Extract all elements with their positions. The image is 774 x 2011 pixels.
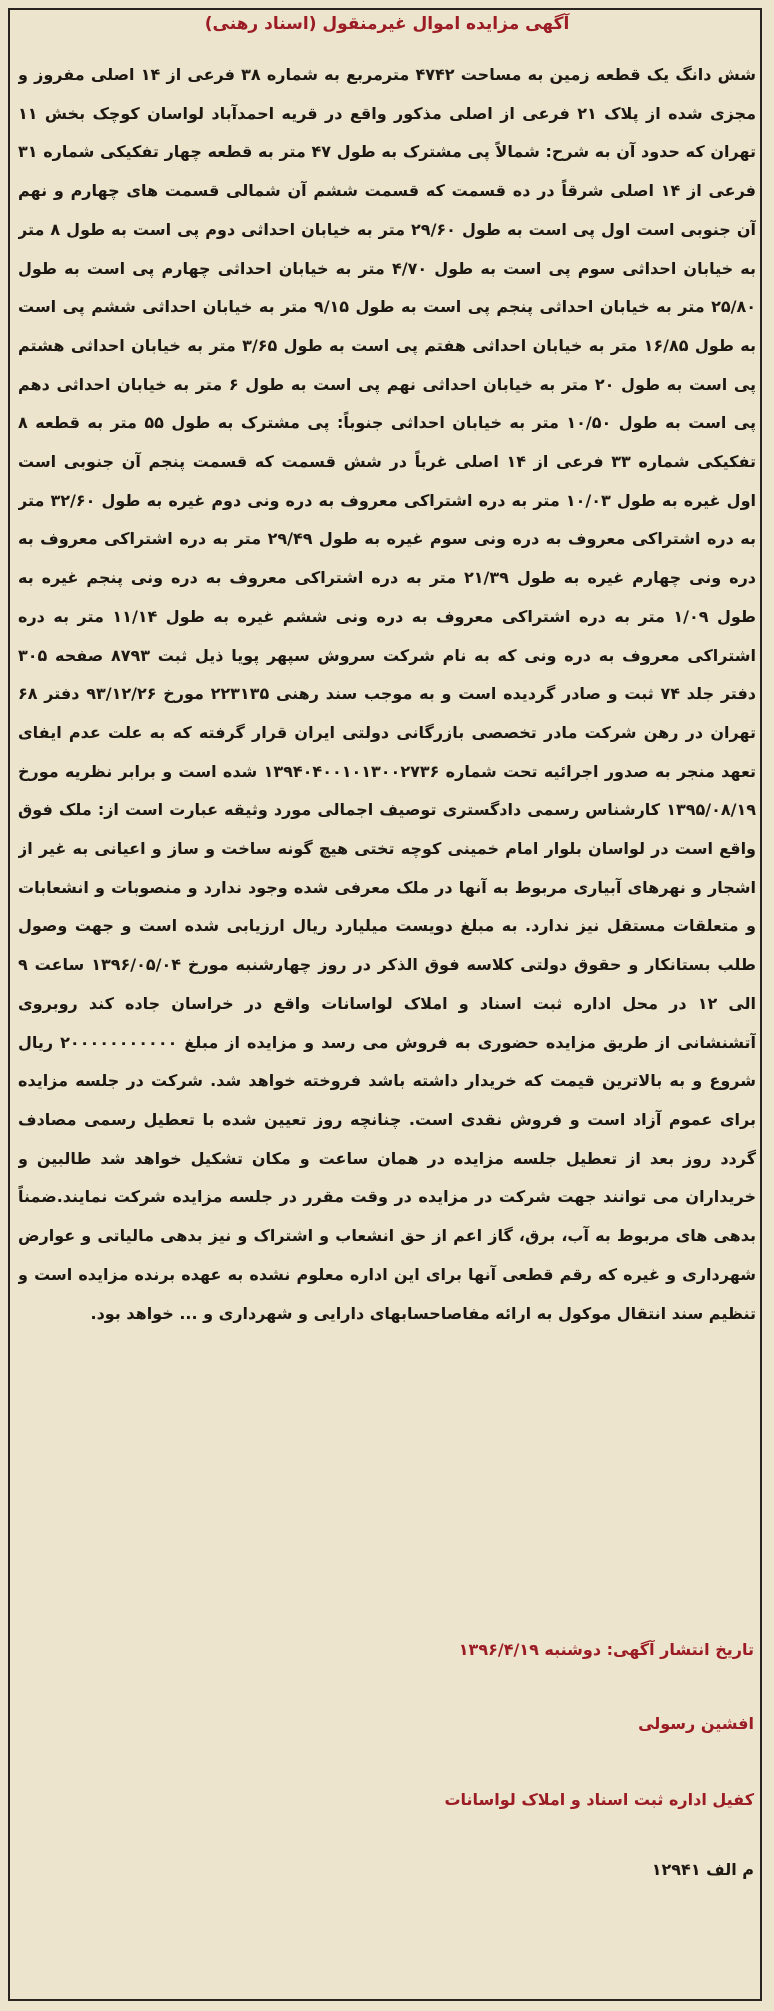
notice-code: م الف ۱۲۹۴۱ <box>651 1860 754 1879</box>
signatory-office: کفیل اداره ثبت اسناد و املاک لواسانات <box>444 1790 754 1809</box>
notice-body: شش دانگ یک قطعه زمین به مساحت ۴۷۴۲ مترمربع به شماره ۳۸ فرعی از ۱۴ اصلی مفروز و مجزی شده از پلاک ۲۱ فرعی از اصلی مذکور واقع در قریه احمدآباد لواسان کوچک بخش ۱۱ تهران که حدود آن به شرح: شمالاً پی مشترک به طول ۴۷ متر به قطعه چهار تفکیکی شماره ۳۱ فرعی از ۱۴ اصلی شرقاً در ده قسمت که قسمت ششم آن شمالی قسمت های چهارم و نهم آن جنوبی است اول پی است به طول ۲۹/۶۰ متر به خیابان احداثی دوم پی است به طول ۸ متر به خیابان احداثی سوم پی است به طول ۴/۷۰ متر به خیابان احداثی چهارم پی است به طول ۲۵/۸۰ متر به خیابان احداثی پنجم پی است به طول ۹/۱۵ متر به خیابان احداثی ششم پی است به طول ۱۶/۸۵ متر به خیابان احداثی هفتم پی است به طول ۳/۶۵ متر به خیابان احداثی هشتم پی است به طول ۲۰ متر به خیابان احداثی نهم پی است به طول ۶ متر به خیابان احداثی دهم پی است به طول ۱۰/۵۰ متر به خیابان احداثی جنوباً: پی مشترک به طول ۵۵ متر به قطعه ۸ تفکیکی شماره ۳۳ فرعی از ۱۴ اصلی غرباً در شش قسمت که قسمت پنجم آن جنوبی است اول غیره به طول ۱۰/۰۳ متر به دره اشتراکی معروف به دره ونی دوم غیره به طول ۳۲/۶۰ متر به دره اشتراکی معروف به دره ونی سوم غیره به طول ۲۹/۴۹ متر به دره اشتراکی معروف به دره ونی چهارم غیره به طول ۲۱/۳۹ متر به دره اشتراکی معروف به دره ونی پنجم غیره به طول ۱/۰۹ متر به دره اشتراکی معروف به دره ونی ششم غیره به طول ۱۱/۱۴ متر به دره اشتراکی معروف به دره ونی که به نام شرکت سروش سپهر پویا ذیل ثبت ۸۷۹۳ صفحه ۳۰۵ دفتر جلد ۷۴ ثبت و صادر گردیده است و به موجب سند رهنی ۲۲۳۱۳۵ مورخ ۹۳/۱۲/۲۶ دفتر ۶۸ تهران در رهن شرکت مادر تخصصی بازرگانی دولتی ایران قرار گرفته که به علت عدم ایفای تعهد منجر به صدور اجرائیه تحت شماره ۱۳۹۴۰۴۰۰۱۰۱۳۰۰۲۷۳۶ شده است و برابر نظریه مورخ ۱۳۹۵/۰۸/۱۹ کارشناس رسمی دادگستری توصیف اجمالی مورد وثیقه عبارت است از: ملک فوق واقع است در لواسان بلوار امام خمینی کوچه تختی هیچ گونه ساخت و ساز و اعیانی به غیر از اشجار و نهرهای آبیاری مربوط به آنها در ملک معرفی شده وجود ندارد و منصوبات و انشعابات و متعلقات مستقل نیز ندارد. به مبلغ دویست میلیارد ریال ارزیابی شده است و جهت وصول طلب بستانکار و حقوق دولتی کلاسه فوق الذکر در روز چهارشنبه مورخ ۱۳۹۶/۰۵/۰۴ ساعت ۹ الی ۱۲ در محل اداره ثبت اسناد و املاک لواسانات واقع در خراسان جاده کند روبروی آتشنشانی از طریق مزایده حضوری به فروش می رسد و مزایده از مبلغ ۲۰۰۰۰۰۰۰۰۰۰۰ ریال شروع و به بالاترین قیمت که خریدار داشته باشد فروخته خواهد شد. شرکت در جلسه مزایده برای عموم آزاد است و فروش نقدی است. چنانچه روز تعیین شده با تعطیل رسمی مصادف گردد روز بعد از تعطیل جلسه مزایده در همان ساعت و مکان تشکیل خواهد شد طالبین و خریداران می توانند جهت شرکت در مزایده در وقت مقرر در جلسه مزایده شرکت نمایند.ضمناً بدهی های مربوط به آب، برق، گاز اعم از حق انشعاب و اشتراک و نیز بدهی مالیاتی و عوارض شهرداری و غیره که رقم قطعی آنها برای این اداره معلوم نشده به عهده برنده مزایده است و تنظیم سند انتقال موکول به ارائه مفاصاحسابهای دارایی و شهرداری و ... خواهد بود. <box>18 65 756 1323</box>
publish-date: تاریخ انتشار آگهی: دوشنبه ۱۳۹۶/۴/۱۹ <box>458 1640 754 1659</box>
signatory-name: افشین رسولی <box>638 1714 754 1733</box>
notice-title: آگهی مزایده اموال غیرمنقول (اسناد رهنی) <box>204 14 570 34</box>
